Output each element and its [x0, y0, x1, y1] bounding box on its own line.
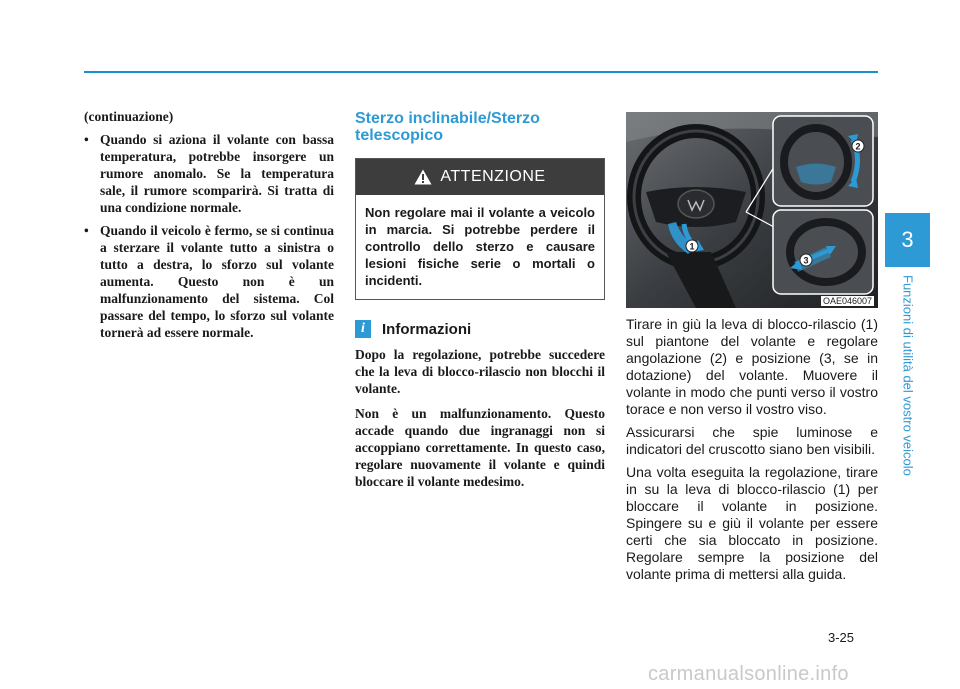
body-paragraph: Una volta eseguita la regolazione, tirare in su la leva di blocco-rilascio (1) per bloccare il volante in posizione. Spingere su e giù il volante per essere certi che sia bloccato in posizione. Regolare sempre la posizione del volante prima di mettersi alla guida.	[626, 464, 878, 582]
list-item: • Quando si aziona il volante con bassa temperatura, potrebbe insorgere un rumore anomalo. Se la temperatura sale, il rumore scomparirà. Si tratta di una condizione normale.	[84, 132, 334, 215]
info-header	[355, 320, 605, 338]
callout-2: 2	[855, 141, 861, 152]
page-number: 3-25	[828, 630, 855, 645]
info-icon: i	[355, 320, 371, 338]
warning-heading: ATTENZIONE	[440, 168, 546, 185]
callout-3: 3	[803, 255, 809, 266]
section-title: Sterzo inclinabile/Sterzo telescopico	[355, 110, 540, 144]
callout-1: 1	[689, 241, 695, 252]
left-column	[84, 108, 334, 347]
chapter-title: Funzioni di utilità del vostro veicolo	[900, 275, 916, 476]
middle-column	[355, 110, 605, 490]
right-column	[626, 112, 878, 589]
body-paragraph: Assicurarsi che spie luminose e indicatori del cruscotto siano ben visibili.	[626, 424, 878, 457]
warning-header	[356, 159, 604, 195]
bullet-list	[84, 131, 334, 341]
info-paragraph: Non è un malfunzionamento. Questo accade quando due ingranaggi non si accoppiano correttamente. In questo caso, regolare nuovamente il volante e quindi bloccare il volante medesimo.	[355, 406, 605, 489]
steering-wheel-illustration	[626, 112, 878, 308]
warning-box	[355, 158, 605, 300]
warning-icon	[414, 169, 432, 185]
chapter-number-tab: 3	[885, 213, 930, 267]
warning-text: Non regolare mai il volante a veicolo in marcia. Si potrebbe perdere il controllo dello sterzo e causare lesioni fisiche serie o mortali o incidenti.	[365, 205, 595, 288]
image-code: OAE046007	[822, 296, 872, 306]
list-item: • Quando il veicolo è fermo, se si continua a sterzare il volante tutto a sinistra o tutto a destra, lo sforzo sul volante aumenta. Questo non è un malfunzionamento del sistema. Col passare del tempo, lo sforzo sul volante tornerà ad essere normale.	[84, 223, 334, 340]
info-heading: Informazioni	[382, 320, 472, 338]
watermark: carmanualsonline.info	[648, 663, 849, 685]
chapter-title-vertical	[897, 275, 919, 495]
continuation-label: (continuazione)	[84, 109, 174, 124]
body-paragraph: Tirare in giù la leva di blocco-rilascio (1) sul piantone del volante e regolare angolazione (2) e posizione (3, se in dotazione) del volante. Muovere il volante in modo che punti verso il vostro torace e non verso il vostro viso.	[626, 316, 878, 417]
bullet-dot: •	[84, 223, 89, 238]
top-rule	[84, 71, 878, 73]
bullet-dot: •	[84, 132, 89, 147]
info-paragraph: Dopo la regolazione, potrebbe succedere che la leva di blocco-rilascio non blocchi il volante.	[355, 347, 605, 396]
steering-wheel-icon	[626, 112, 878, 308]
